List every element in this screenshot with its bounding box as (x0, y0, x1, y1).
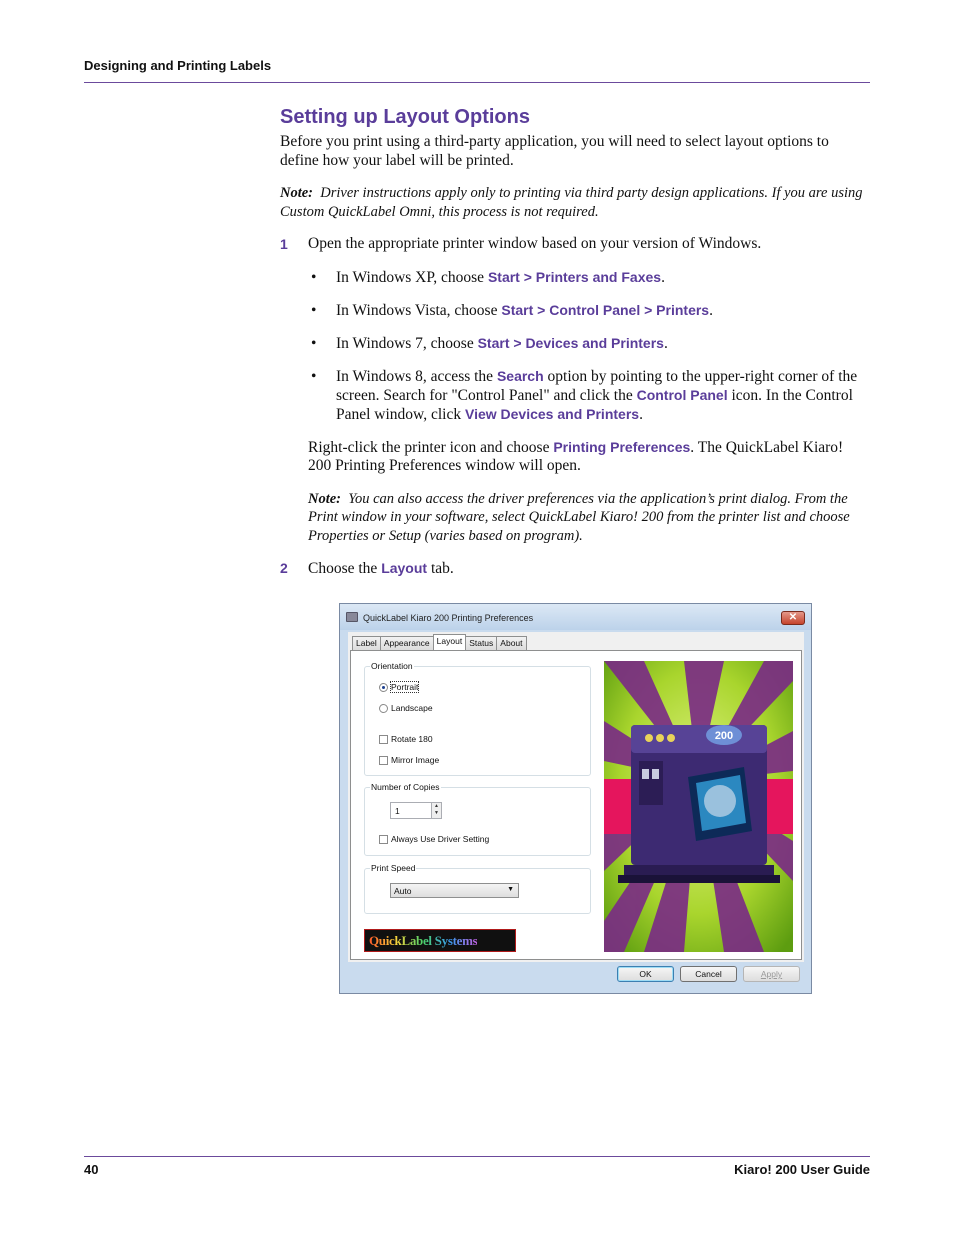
note-print-dialog (308, 490, 870, 546)
landscape-option[interactable]: Landscape (379, 703, 433, 713)
tab-label[interactable]: Label (352, 636, 381, 650)
print-speed-group (364, 863, 591, 914)
kiaro-printer-illustration (604, 661, 793, 952)
chevron-down-icon: ▼ (507, 886, 514, 893)
printing-preferences-dialog (339, 603, 812, 994)
step-1 (280, 235, 870, 254)
intro-paragraph: Before you print using a third-party application, you will need to select layout options to define how your label will be printed. (280, 133, 829, 169)
page-number: 40 (84, 1162, 99, 1177)
note-label: Note: (308, 490, 342, 507)
ui-layout-tab: Layout (381, 560, 428, 576)
ui-path-win7: Start > Devices and Printers (477, 334, 664, 351)
print-speed-label: Print Speed (371, 863, 416, 873)
step-2: 2 Choose the Layout tab. (280, 560, 454, 577)
page-content (280, 106, 870, 579)
printing-preferences-paragraph: Right-click the printer icon and choose Printing Preferences. The QuickLabel Kiaro! 200 Printing Preferences window will open. (308, 438, 844, 474)
list-item-windows-xp: • In Windows XP, choose Start > Printers and Faxes. (311, 268, 665, 286)
copies-value: 1 (395, 806, 400, 816)
copies-stepper[interactable] (390, 802, 442, 819)
copies-label: Number of Copies (371, 782, 440, 792)
ok-button[interactable]: OK (617, 966, 674, 982)
header-rule (84, 82, 870, 83)
stepper-down-icon[interactable]: ▼ (434, 810, 439, 816)
landscape-radio[interactable] (379, 704, 388, 713)
note-text: You can also access the driver preferences via the application’s print dialog. From the Print window in your software, select QuickLabel Kiaro! 200 from the printer list and choose Properties or Setup (varies based on program). (308, 490, 850, 544)
note-label: Note: (280, 185, 314, 201)
ui-control-panel: Control Panel (636, 386, 728, 403)
list-item-windows-8: • In Windows 8, access the Search option by pointing to the upper-right corner of the screen. Search for "Control Panel" and click the Control Panel icon. In the Control Panel window, click View Devices and Printers. (311, 367, 858, 423)
windows-version-list (308, 268, 870, 424)
ui-path-vista: Start > Control Panel > Printers (501, 301, 710, 318)
dialog-title: QuickLabel Kiaro 200 Printing Preferences (363, 613, 534, 623)
step-number: 2 (280, 560, 288, 576)
print-speed-select[interactable]: Auto ▼ (390, 883, 519, 898)
stepper-up-icon[interactable]: ▲ (434, 803, 439, 809)
quicklabel-logo: QuickLabel Systems (364, 929, 516, 952)
printer-icon (346, 612, 358, 622)
dialog-body (348, 632, 804, 962)
note-driver-instructions (280, 184, 870, 221)
rotate-180-checkbox[interactable] (379, 735, 388, 744)
note-text: Driver instructions apply only to printing via third party design applications. If you are using Custom QuickLabel Omni, this process is not required. (280, 185, 863, 220)
tab-about[interactable]: About (496, 636, 526, 650)
apply-button[interactable]: Apply (743, 966, 800, 982)
list-item-windows-vista: • In Windows Vista, choose Start > Control Panel > Printers. (311, 301, 713, 319)
orientation-group (364, 661, 591, 776)
dialog-titlebar (340, 604, 811, 630)
portrait-option[interactable]: Portrait (379, 682, 418, 692)
list-item-windows-7: • In Windows 7, choose Start > Devices and Printers. (311, 334, 668, 352)
always-use-driver-option[interactable]: Always Use Driver Setting (379, 834, 489, 844)
step-text: Open the appropriate printer window based on your version of Windows. (308, 235, 762, 252)
copies-group (364, 782, 591, 856)
rotate-180-option[interactable]: Rotate 180 (379, 734, 433, 744)
ui-view-devices: View Devices and Printers (465, 405, 640, 422)
step-number: 1 (280, 236, 288, 252)
footer-rule (84, 1156, 870, 1157)
section-title: Setting up Layout Options (280, 106, 530, 128)
product-badge: 200 (714, 730, 734, 742)
guide-title: Kiaro! 200 User Guide (734, 1162, 870, 1177)
mirror-image-option[interactable]: Mirror Image (379, 755, 439, 765)
tab-layout[interactable]: Layout (433, 634, 467, 650)
ui-printing-preferences: Printing Preferences (553, 438, 691, 455)
mirror-image-checkbox[interactable] (379, 756, 388, 765)
close-button[interactable]: ✕ (781, 611, 805, 625)
layout-tab-page (350, 650, 802, 960)
always-use-driver-checkbox[interactable] (379, 835, 388, 844)
running-header: Designing and Printing Labels (84, 58, 272, 73)
tab-status[interactable]: Status (465, 636, 497, 650)
cancel-button[interactable]: Cancel (680, 966, 737, 982)
portrait-radio[interactable] (379, 683, 388, 692)
printer-product-image (604, 661, 793, 952)
ui-path-xp: Start > Printers and Faxes (487, 268, 662, 285)
tab-bar (352, 634, 526, 650)
tab-appearance[interactable]: Appearance (380, 636, 434, 650)
ui-search: Search (496, 367, 544, 384)
orientation-label: Orientation (371, 661, 413, 671)
